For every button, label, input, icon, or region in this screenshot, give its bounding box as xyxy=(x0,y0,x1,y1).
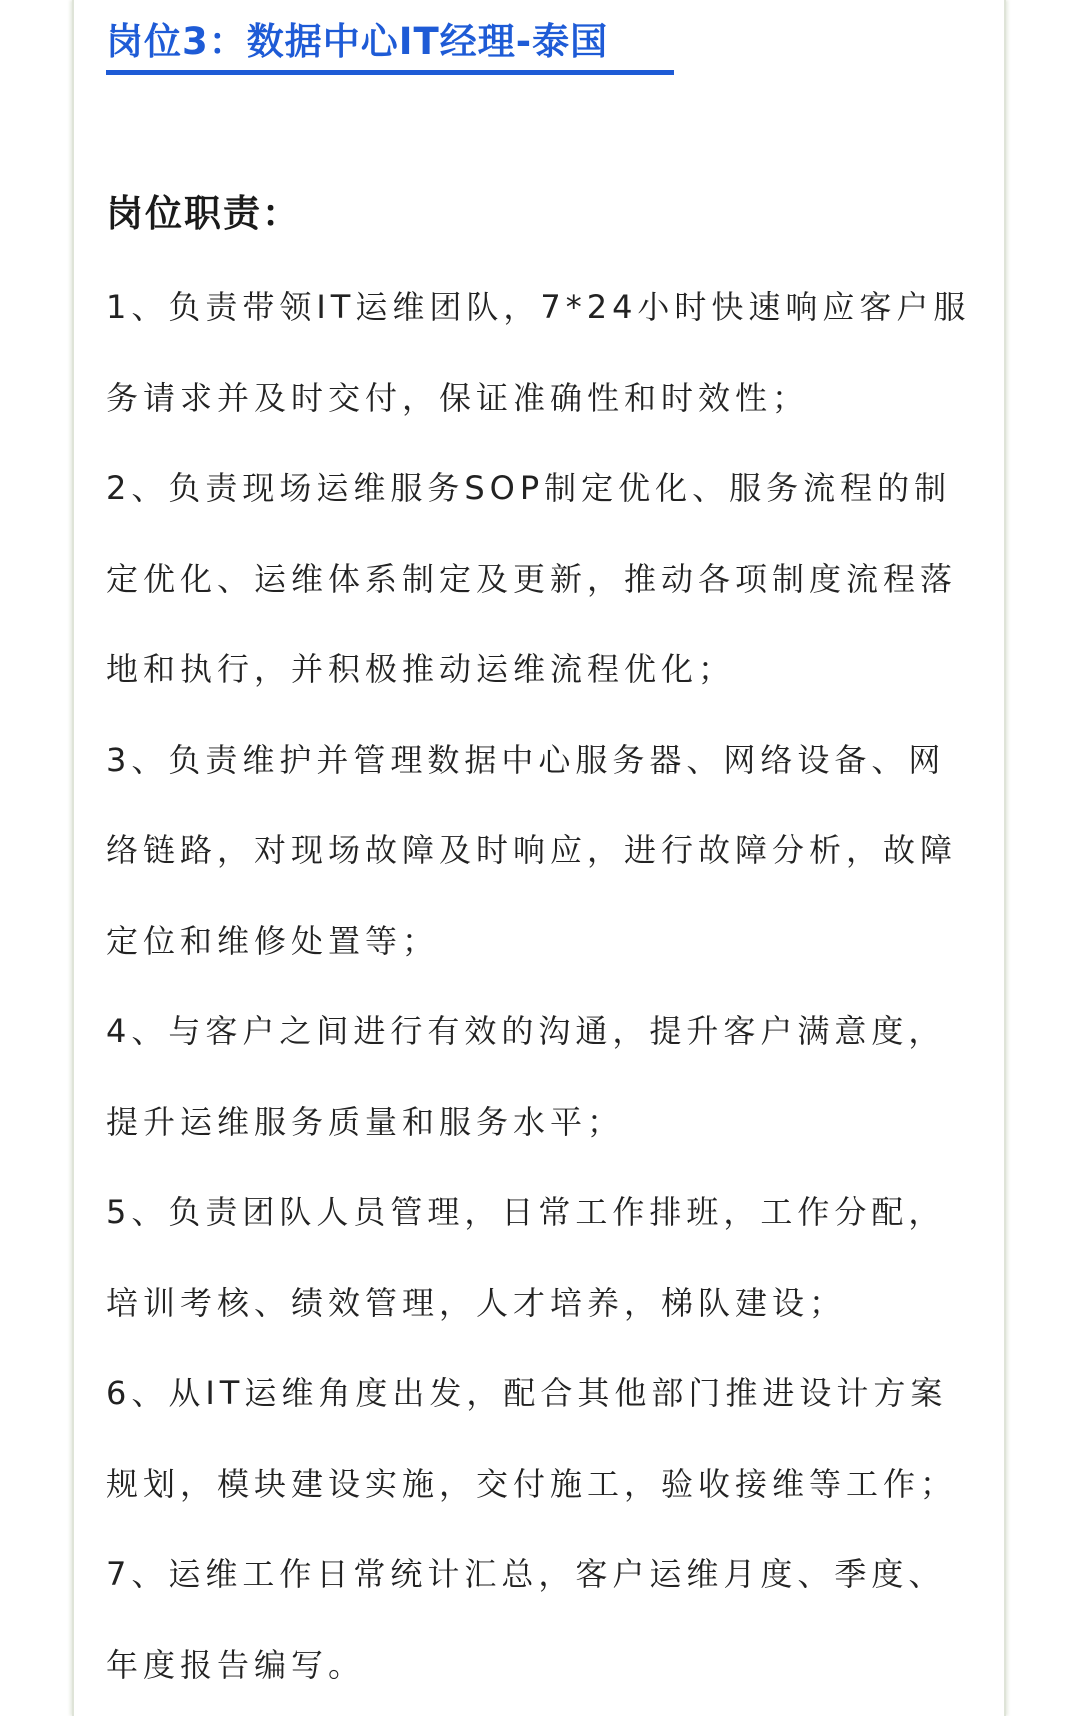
responsibilities-heading: 岗位职责： xyxy=(106,192,301,235)
responsibility-item-1: 1、负责带领IT运维团队，7*24小时快速响应客户服务请求并及时交付，保证准确性和时效性； xyxy=(106,288,971,417)
responsibility-item-7: 7、运维工作日常统计汇总，客户运维月度、季度、年度报告编写。 xyxy=(106,1555,946,1684)
title-underline xyxy=(106,70,674,75)
job-title: 岗位3：数据中心IT经理-泰国 xyxy=(106,20,609,63)
job-title-block xyxy=(106,16,674,75)
responsibility-item-3: 3、负责维护并管理数据中心服务器、网络设备、网络链路，对现场故障及时响应，进行故障分析，故障定位和维修处置等； xyxy=(106,740,958,960)
responsibility-item-5: 5、负责团队人员管理，日常工作排班，工作分配，培训考核、绩效管理，人才培养，梯队建设； xyxy=(106,1193,946,1322)
responsibility-item-2: 2、负责现场运维服务SOP制定优化、服务流程的制定优化、运维体系制定及更新，推动各项制度流程落地和执行，并积极推动运维流程优化； xyxy=(106,469,958,688)
responsibility-item-6: 6、从IT运维角度出发，配合其他部门推进设计方案规划，模块建设实施，交付施工，验收接维等工作； xyxy=(106,1374,958,1503)
responsibility-item-4: 4、与客户之间进行有效的沟通，提升客户满意度，提升运维服务质量和服务水平； xyxy=(106,1012,946,1141)
responsibilities-list xyxy=(106,262,974,1710)
